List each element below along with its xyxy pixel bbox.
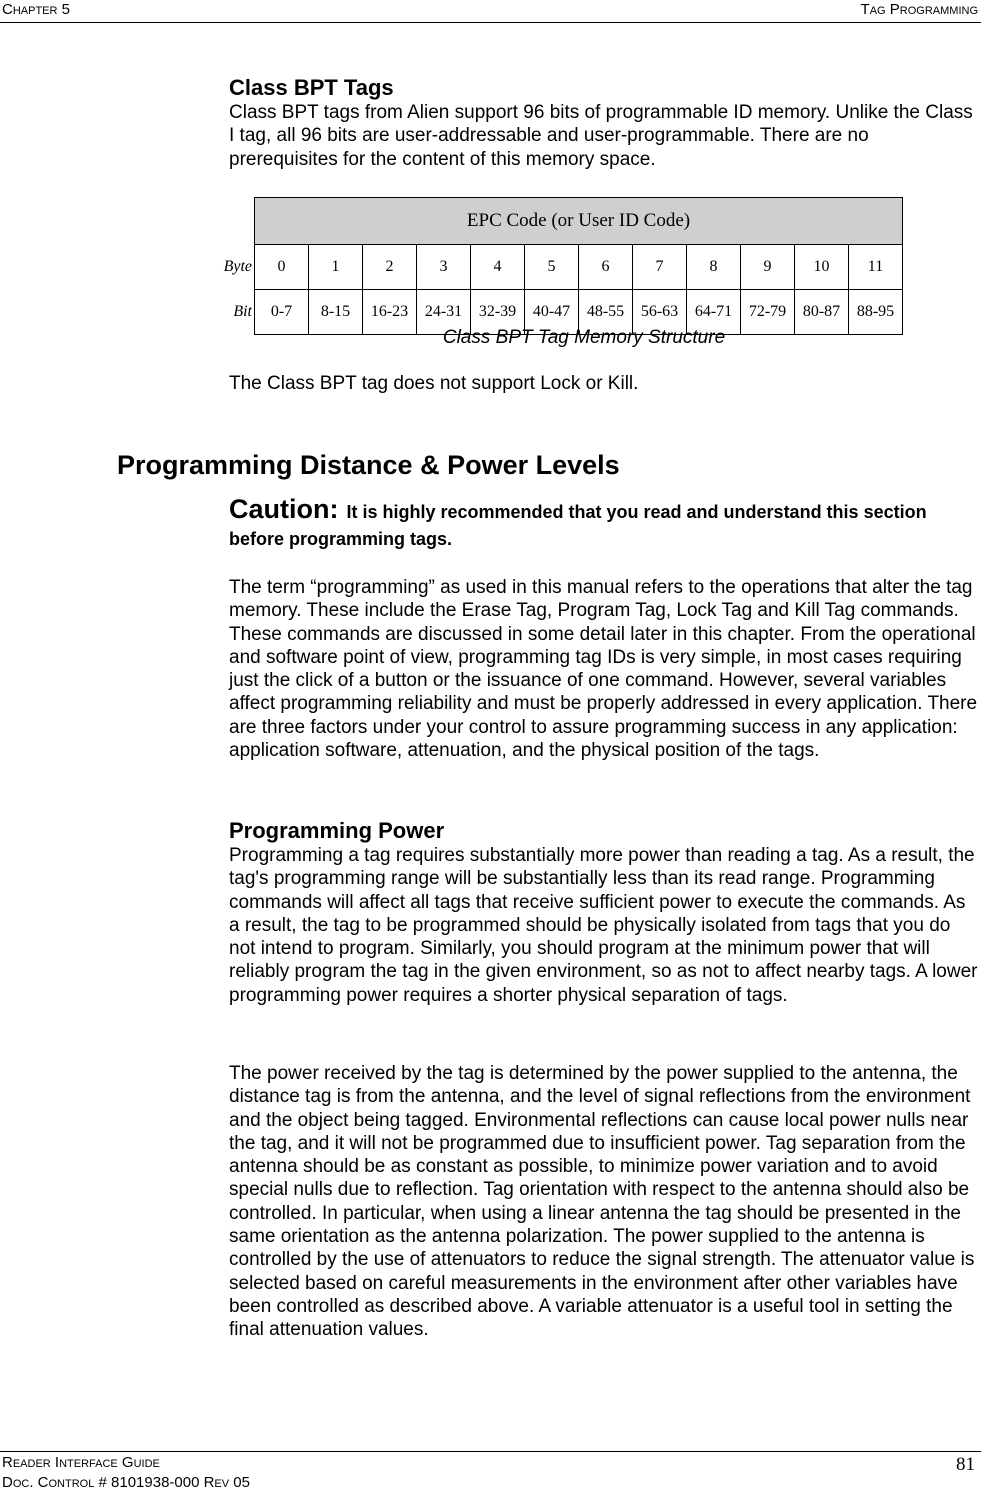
bit-row-label: Bit [233, 303, 252, 320]
page-number: 81 [956, 1454, 975, 1475]
figure-caption: Class BPT Tag Memory Structure [442, 327, 726, 348]
section-label: Tag Programming [860, 1, 978, 18]
byte-cell: 2 [363, 245, 417, 290]
class-bpt-heading: Class BPT Tags [229, 75, 394, 100]
bit-cell: 32-39 [471, 290, 525, 335]
bit-cell: 88-95 [849, 290, 903, 335]
guide-name: Reader Interface Guide [2, 1454, 160, 1471]
programming-power-section [229, 818, 981, 1007]
programming-paragraph: The term “programming” as used in this manual refers to the operations that alter the tag memory. These include the Erase Tag, Program Tag, Lock Tag and Kill Tag commands. These commands are discussed in some detail later in this chapter. From the operational and software point of view, programming tag IDs is very simple, in most cases requiring just the click of a button or the issuance of one command. However, several variables affect programming reliability and must be properly addressed in every application. There are three factors under your control to assure programming success in any application: application software, attenuation, and the physical position of the tags. [229, 577, 978, 762]
bit-cell: 64-71 [687, 290, 741, 335]
chapter-label: Chapter 5 [2, 1, 70, 18]
byte-row [208, 245, 903, 290]
class-bpt-section [229, 75, 977, 171]
byte-cell: 0 [255, 245, 309, 290]
epc-memory-table [208, 197, 916, 335]
bit-cell: 40-47 [525, 290, 579, 335]
caution-block [229, 496, 977, 553]
byte-cell: 5 [525, 245, 579, 290]
programming-power-heading: Programming Power [229, 818, 445, 843]
page-header [0, 0, 981, 23]
epc-table-caption: EPC Code (or User ID Code) [255, 198, 903, 245]
lock-kill-note: The Class BPT tag does not support Lock or Kill. [229, 373, 639, 394]
power-received-paragraph: The power received by the tag is determined by the power supplied to the antenna, the distance tag is from the antenna, and the level of signal reflections from the environment and the object being tagged. Environmental reflections can cause local power nulls near the tag, and it will not be programmed due to insufficient power. Tag separation from the antenna should be as constant as possible, to minimize power variation and to avoid special nulls due to reflection. Tag orientation with respect to the antenna should also be controlled. In particular, when using a linear antenna the tag should be presented in the same orientation as the antenna polarization. The power supplied to the antenna is controlled by the use of attenuators to reduce the signal strength. The attenuator value is selected based on careful measurements in the environment after other variables have been controlled as described above. A variable attenuator is a useful tool in setting the final attenuation values. [229, 1063, 975, 1341]
bit-cell: 8-15 [309, 290, 363, 335]
byte-cell: 6 [579, 245, 633, 290]
page-footer [0, 1451, 981, 1491]
byte-cell: 10 [795, 245, 849, 290]
bit-cell: 80-87 [795, 290, 849, 335]
bit-cell: 72-79 [741, 290, 795, 335]
doc-control: Doc. Control # 8101938-000 Rev 05 [2, 1474, 250, 1491]
caution-text: It is highly recommended that you read and understand this section before programming tags. [229, 502, 927, 549]
byte-cell: 3 [417, 245, 471, 290]
byte-cell: 9 [741, 245, 795, 290]
programming-power-paragraph: Programming a tag requires substantially more power than reading a tag. As a result, the tag's programming range will be substantially less than its read range. Programming commands will affect all tags that receive sufficient power to execute the commands. As a result, the tag to be programmed should be physically isolated from tags that you do not intend to program. Similarly, you should program at the minimum power that will reliably program the tag in the given environment, so as not to affect nearby tags. A lower programming power requires a shorter physical separation of tags. [229, 845, 978, 1006]
bit-cell: 24-31 [417, 290, 471, 335]
byte-cell: 4 [471, 245, 525, 290]
programming-heading: Programming Distance & Power Levels [117, 450, 620, 480]
byte-cell: 7 [633, 245, 687, 290]
byte-cell: 8 [687, 245, 741, 290]
bit-cell: 56-63 [633, 290, 687, 335]
bit-cell: 48-55 [579, 290, 633, 335]
caution-word: Caution: [229, 494, 339, 524]
byte-cell: 1 [309, 245, 363, 290]
class-bpt-paragraph: Class BPT tags from Alien support 96 bits of programmable ID memory. Unlike the Class I tag, all 96 bits are user-addressable and user-programmable. There are no prerequisites for the content of this memory space. [229, 102, 973, 170]
bit-cell: 0-7 [255, 290, 309, 335]
bit-cell: 16-23 [363, 290, 417, 335]
byte-cell: 11 [849, 245, 903, 290]
byte-row-label: Byte [223, 258, 252, 275]
